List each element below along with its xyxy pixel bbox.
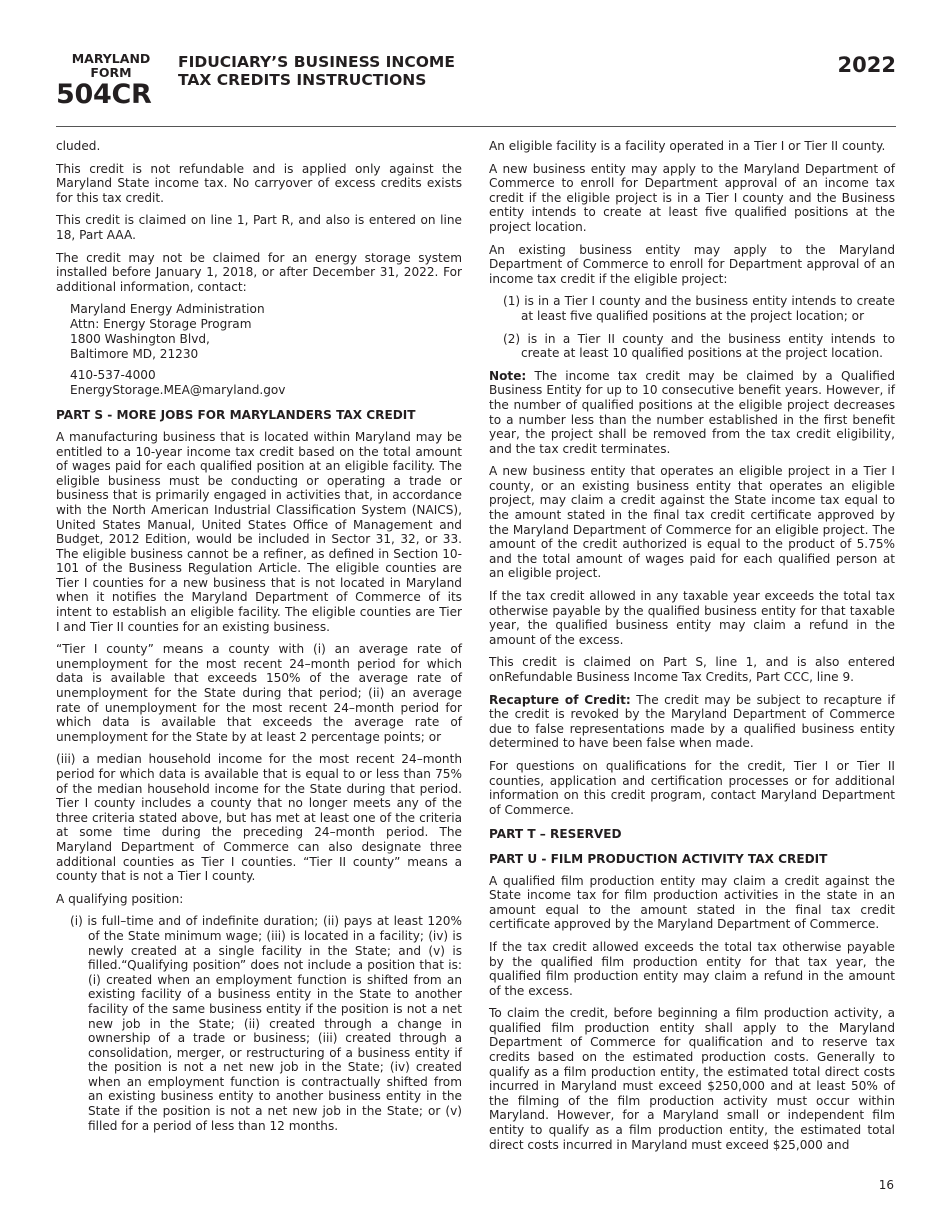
form-word-label: FORM <box>90 65 132 80</box>
email-address: EnergyStorage.MEA@maryland.gov <box>70 383 286 398</box>
paragraph: An existing business entity may apply to the Maryland Department of Commerce to enroll for Department approval of an income tax credit if the eligible project: <box>489 242 895 286</box>
recapture-paragraph <box>489 693 895 751</box>
right-column <box>489 139 895 1160</box>
paragraph: A new business entity that operates an eligible project in a Tier I county, or an existing business entity that operates an eligible project, may claim a credit against the State income tax equal to the amount stated in the final tax credit certificate approved by the Maryland Department of Commerce for an eligible project. The amount of the credit authorized is equal to the product of 5.75% and the total amount of wages paid for each qualified person at an eligible project. <box>489 464 895 581</box>
recapture-text: The credit may be subject to recapture if the credit is revoked by the Maryland Department of Commerce due to false representations made by a qualified business entity determined to have been false when made. <box>489 692 895 751</box>
note-text: The income tax credit may be claimed by a Qualified Business Entity for up to 10 consecutive benefit years. However, if the number of qualified positions at the eligible project decreases to a number less than the number established in the first benefit year, the project shall be removed from the tax credit eligibility, and the tax credit terminates. <box>489 368 895 456</box>
note-label: Note: <box>489 368 527 383</box>
phone-number: 410-537-4000 <box>70 368 156 383</box>
paragraph: For questions on qualifications for the credit, Tier I or Tier II counties, application and certification processes or for additional information on this credit program, contact Maryland Department of Commerce. <box>489 758 895 817</box>
form-number: 504CR <box>56 79 152 110</box>
list-item: (2) is in a Tier II county and the business entity intends to create at least 10 qualified positions at the project location. <box>503 331 895 361</box>
mailing-address <box>70 302 462 362</box>
paragraph: This credit is claimed on line 1, Part R, and also is entered on line 18, Part AAA. <box>56 213 462 242</box>
paragraph: A qualifying position: <box>56 891 184 906</box>
page-number: 16 <box>878 1178 894 1192</box>
form-header <box>56 50 896 120</box>
list-item: (1) is in a Tier I county and the business entity intends to create at least five qualified positions at the project location; or <box>503 294 895 323</box>
note-paragraph <box>489 369 895 457</box>
paragraph: This credit is claimed on Part S, line 1, and is also entered onRefundable Business Income Tax Credits, Part CCC, line 9. <box>489 655 895 684</box>
paragraph: This credit is not refundable and is applied only against the Maryland State income tax. No carryover of excess credits exists for this tax credit. <box>56 161 462 205</box>
paragraph: If the tax credit allowed exceeds the total tax otherwise payable by the qualified film production entity for that tax year, the qualified film production entity may claim a refund in the amount of the excess. <box>489 939 895 998</box>
paragraph: An eligible facility is a facility operated in a Tier I or Tier II county. <box>489 139 886 153</box>
section-heading-part-t: PART T – RESERVED <box>489 827 622 842</box>
section-heading-part-u: PART U - FILM PRODUCTION ACTIVITY TAX CREDIT <box>489 851 828 866</box>
section-heading-part-s: PART S - MORE JOBS FOR MARYLANDERS TAX CREDIT <box>56 408 416 423</box>
address-line: 1800 Washington Blvd, <box>70 332 210 347</box>
paragraph: The credit may not be claimed for an energy storage system installed before January 1, 2018, or after December 31, 2022. For additional information, contact: <box>56 250 462 294</box>
left-column <box>56 139 462 1141</box>
form-title <box>178 53 455 89</box>
address-line: Maryland Energy Administration <box>70 302 265 317</box>
paragraph: If the tax credit allowed in any taxable year exceeds the total tax otherwise payable by the qualified business entity for that taxable year, the qualified business entity may claim a refund in the amount of the excess. <box>489 589 895 647</box>
form-identifier <box>56 51 162 110</box>
form-title-line1: FIDUCIARY’S BUSINESS INCOME <box>178 53 455 71</box>
paragraph: A manufacturing business that is located within Maryland may be entitled to a 10-year income tax credit based on the total amount of wages paid for each qualified position at an eligible facility. The eligible business must be conducting or operating a trade or business that is primarily engaged in activities that, in accordance with the North American Industrial Classification System (NAICS), United States Manual, United States Office of Management and Budget, 2012 Edition, would be included in Sector 31, 32, or 33. The eligible business cannot be a refiner, as defined in Section 10-101 of the Business Regulation Article. The eligible counties are Tier I counties for a new business that is not located in Maryland when it notifies the Maryland Department of Commerce of its intent to establish an eligible facility. The eligible counties are Tier I and Tier II counties for an existing business. <box>56 429 462 634</box>
paragraph: A qualified film production entity may claim a credit against the State income tax for film production activities in the state in an amount equal to the amount stated in the final tax credit certificate approved by the Maryland Department of Commerce. <box>489 873 895 932</box>
address-line: Baltimore MD, 21230 <box>70 347 199 362</box>
paragraph: cluded. <box>56 139 101 153</box>
paragraph: “Tier I county” means a county with (i) an average rate of unemployment for the most recent 24–month period for which data is available that exceeds 150% of the average rate of unemployment for the State during that period; (ii) an average rate of unemployment for the most recent 24–month period for which data is available that exceeds the average rate of unemployment for the State by at least 2 percentage points; or <box>56 642 462 744</box>
paragraph: To claim the credit, before beginning a film production activity, a qualified film production entity shall apply to the Maryland Department of Commerce for qualification and to reserve tax credits based on the estimated production costs. Generally to qualify as a film production entity, the estimated total direct costs incurred in Maryland must exceed $250,000 and at least 50% of the filming of the film production activity must occur within Maryland. However, for a Maryland small or independent film entity to qualify as a film production entity, the estimated total direct costs incurred in Maryland must exceed $25,000 and <box>489 1006 895 1152</box>
paragraph: (iii) a median household income for the most recent 24–month period for which data is available that is equal to or less than 75% of the median household income for the State during that period. Tier I county includes a county that no longer meets any of the three criteria stated above, but has met at least one of the criteria at some time during the preceding 24–month period. The Maryland Department of Commerce can also designate three additional counties as Tier I counties. “Tier II county” means a county that is not a Tier I county. <box>56 752 462 884</box>
contact-info <box>70 368 462 398</box>
address-line: Attn: Energy Storage Program <box>70 317 252 332</box>
form-title-line2: TAX CREDITS INSTRUCTIONS <box>178 71 427 89</box>
tax-year: 2022 <box>837 53 896 77</box>
state-label: MARYLAND <box>71 51 151 66</box>
list-item: (i) is full–time and of indefinite duration; (ii) pays at least 120% of the State minimum wage; (iii) is located in a facility; (iv) is newly created at a single facility in the State; and (v) is filled.“Qualifying position” does not include a position that is: (i) created when an employment function is shifted from an existing facility of a business entity in the State to another facility of the same business entity if the position is not a net new job in the State; (ii) created through a change in ownership of a trade or business; (iii) created through a consolidation, merger, or restructuring of a business entity if the position is not a net new job in the State; (iv) created when an employment function is contractually shifted from an existing business entity to another business entity in the State if the position is not a net new job in the State; or (v) filled for a period of less than 12 months. <box>70 914 462 1133</box>
recapture-label: Recapture of Credit: <box>489 692 631 707</box>
paragraph: A new business entity may apply to the Maryland Department of Commerce to enroll for Department approval of an income tax credit if the eligible project is in a Tier I county and the Business entity intends to create at least five qualified positions at the project location. <box>489 161 895 234</box>
header-divider <box>56 126 896 127</box>
